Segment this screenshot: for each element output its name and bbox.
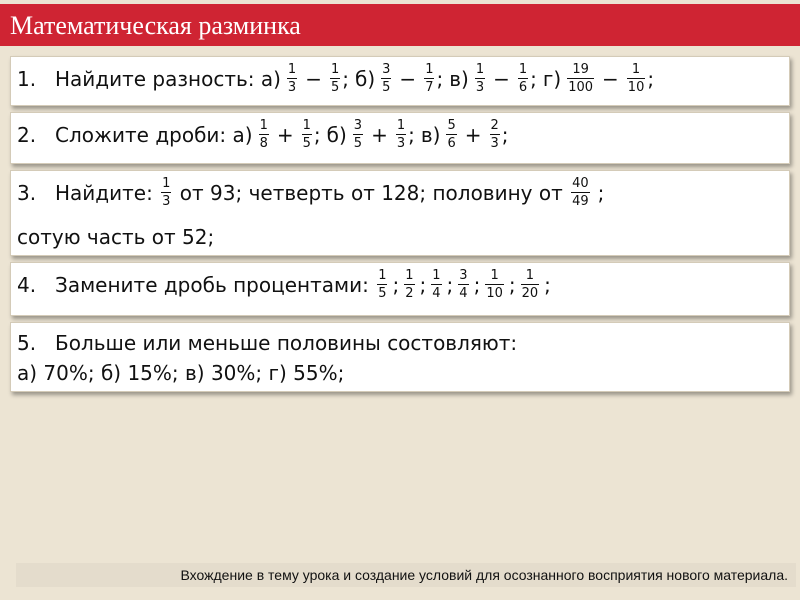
fraction (161, 176, 171, 209)
fraction (424, 62, 434, 95)
task-1-prefix: Найдите разность: (55, 66, 261, 91)
task-5-line-1 (17, 331, 517, 355)
operator: − (399, 66, 417, 91)
task-4-number: 4. (17, 272, 37, 297)
fraction-bar (475, 78, 485, 79)
task-1-line (17, 62, 660, 95)
fraction-numerator: 1 (518, 62, 528, 77)
fraction-numerator: 1 (475, 62, 485, 77)
footer-bar (16, 563, 796, 587)
item-separator: ; (544, 272, 551, 297)
task-4-prefix: Замените дробь процентами: (55, 272, 376, 297)
fraction-denominator: 3 (490, 136, 499, 151)
fraction-denominator: 5 (330, 80, 340, 95)
task-3-card (10, 170, 790, 256)
task-5-line-1-text: Больше или меньше половины состовляют: (55, 331, 518, 355)
item-label: г) (542, 66, 562, 91)
task-3-prefix: Найдите: (55, 180, 160, 205)
fraction (302, 118, 312, 151)
fraction-denominator: 5 (378, 286, 387, 301)
task-5-card (10, 322, 790, 392)
fraction-bar (377, 284, 387, 285)
fraction-bar (396, 134, 406, 135)
task-1-card (10, 56, 790, 106)
fraction-bar (381, 78, 391, 79)
fraction-numerator: 1 (259, 118, 268, 133)
item-separator: ; (446, 272, 454, 297)
fraction-bar (404, 284, 414, 285)
fraction (475, 62, 485, 95)
fraction-numerator: 1 (525, 268, 535, 283)
fraction (259, 118, 269, 151)
task-5-line-2-text: а) 70%; б) 15%; в) 30%; г) 55%; (17, 361, 345, 385)
item-label: а) (232, 122, 253, 147)
item-separator: ; (342, 66, 349, 91)
task-4-line (17, 268, 554, 301)
task-4-items (375, 268, 554, 301)
fraction-bar (161, 192, 171, 193)
fraction-bar (259, 134, 269, 135)
fraction (330, 62, 340, 95)
fraction-bar (287, 78, 297, 79)
fraction (381, 62, 391, 95)
fraction-denominator: 10 (486, 286, 503, 301)
operator: − (493, 66, 510, 91)
fraction-bar (627, 78, 646, 79)
fraction-denominator: 7 (425, 80, 434, 95)
fraction-numerator: 1 (302, 118, 311, 133)
item-separator: ; (313, 122, 321, 147)
fraction-numerator: 1 (396, 118, 406, 133)
fraction-denominator: 4 (432, 286, 441, 301)
fraction-numerator: 5 (447, 118, 456, 133)
fraction-denominator: 20 (521, 286, 539, 301)
task-2-line (17, 118, 515, 151)
task-2-card (10, 112, 790, 164)
fraction-numerator: 1 (432, 268, 441, 283)
fraction-denominator: 3 (162, 194, 171, 209)
fraction-bar (424, 78, 434, 79)
fraction-bar (353, 134, 363, 135)
operator: + (276, 122, 294, 147)
fraction-denominator: 3 (475, 80, 485, 95)
fraction (377, 268, 387, 301)
task-5-number: 5. (17, 331, 37, 355)
item-separator: ; (508, 272, 516, 297)
fraction-denominator: 3 (396, 136, 406, 151)
fraction-denominator: 3 (287, 80, 297, 95)
page-title: Математическая разминка (10, 11, 301, 40)
task-4-card (10, 262, 790, 316)
fraction-numerator: 1 (162, 176, 171, 191)
fraction-denominator: 100 (568, 80, 594, 95)
task-2-items (233, 118, 515, 151)
fraction (518, 62, 528, 95)
fraction (627, 62, 646, 95)
fraction (571, 176, 590, 209)
task-1-items (261, 62, 660, 95)
fraction (458, 268, 468, 301)
fraction-denominator: 49 (572, 194, 589, 209)
fraction-bar (458, 284, 468, 285)
fraction (287, 62, 297, 95)
task-3-number: 3. (17, 180, 37, 205)
fraction-denominator: 6 (447, 136, 456, 151)
item-separator: ; (419, 272, 427, 297)
task-5-line-2 (17, 361, 344, 385)
fraction-bar (567, 78, 594, 79)
fraction-numerator: 1 (631, 62, 641, 77)
item-separator: ; (392, 272, 400, 297)
fraction (396, 118, 406, 151)
fraction-denominator: 2 (405, 286, 414, 301)
item-separator: ; (647, 66, 655, 91)
operator: − (602, 66, 619, 91)
item-label: в) (449, 66, 469, 91)
fraction-numerator: 19 (572, 62, 589, 77)
fraction (490, 118, 500, 151)
fraction-denominator: 8 (259, 136, 268, 151)
fraction-numerator: 2 (490, 118, 499, 133)
fraction-numerator: 3 (459, 268, 468, 283)
task-3-end: ; (597, 180, 605, 205)
task-3-line-1 (17, 176, 604, 209)
fraction (431, 268, 441, 301)
fraction-denominator: 5 (382, 80, 391, 95)
fraction-numerator: 40 (572, 176, 589, 191)
fraction-numerator: 1 (490, 268, 499, 283)
operator: + (371, 122, 388, 147)
fraction-numerator: 3 (353, 118, 363, 133)
fraction-bar (571, 192, 590, 193)
header-bar (0, 4, 800, 46)
task-1-number: 1. (17, 66, 37, 91)
fraction-numerator: 1 (330, 62, 340, 77)
fraction (404, 268, 414, 301)
operator: − (305, 66, 322, 91)
fraction-numerator: 1 (287, 62, 297, 77)
operator: + (464, 122, 482, 147)
fraction-numerator: 3 (382, 62, 391, 77)
fraction-bar (302, 134, 312, 135)
fraction-bar (490, 134, 500, 135)
fraction-bar (330, 78, 340, 79)
fraction-bar (521, 284, 540, 285)
fraction-bar (431, 284, 441, 285)
task-3-middle: от 93; четверть от 128; половину от (173, 180, 570, 205)
fraction-bar (446, 134, 456, 135)
fraction-numerator: 1 (378, 268, 387, 283)
fraction (521, 268, 540, 301)
fraction-denominator: 4 (459, 286, 468, 301)
task-2-prefix: Сложите дроби: (55, 122, 233, 147)
fraction-denominator: 6 (518, 80, 528, 95)
task-2-number: 2. (17, 122, 37, 147)
item-label: б) (355, 66, 376, 91)
fraction-denominator: 5 (302, 136, 311, 151)
footer-text: Вхождение в тему урока и создание условий для осознанного восприятия нового материала. (180, 567, 788, 583)
item-label: а) (260, 66, 281, 91)
item-separator: ; (473, 272, 481, 297)
item-separator: ; (408, 122, 415, 147)
fraction (446, 118, 456, 151)
item-separator: ; (530, 66, 537, 91)
fraction (485, 268, 504, 301)
fraction (567, 62, 594, 95)
item-label: б) (326, 122, 347, 147)
fraction-bar (485, 284, 504, 285)
fraction-denominator: 10 (627, 80, 645, 95)
fraction (353, 118, 363, 151)
fraction-numerator: 1 (405, 268, 414, 283)
fraction-numerator: 1 (425, 62, 434, 77)
item-separator: ; (436, 66, 444, 91)
task-3-line-2-text: сотую часть от 52; (17, 225, 215, 249)
fraction-denominator: 5 (353, 136, 363, 151)
task-3-line-2 (17, 225, 214, 249)
fraction-bar (518, 78, 528, 79)
item-separator: ; (501, 122, 509, 147)
item-label: в) (420, 122, 441, 147)
